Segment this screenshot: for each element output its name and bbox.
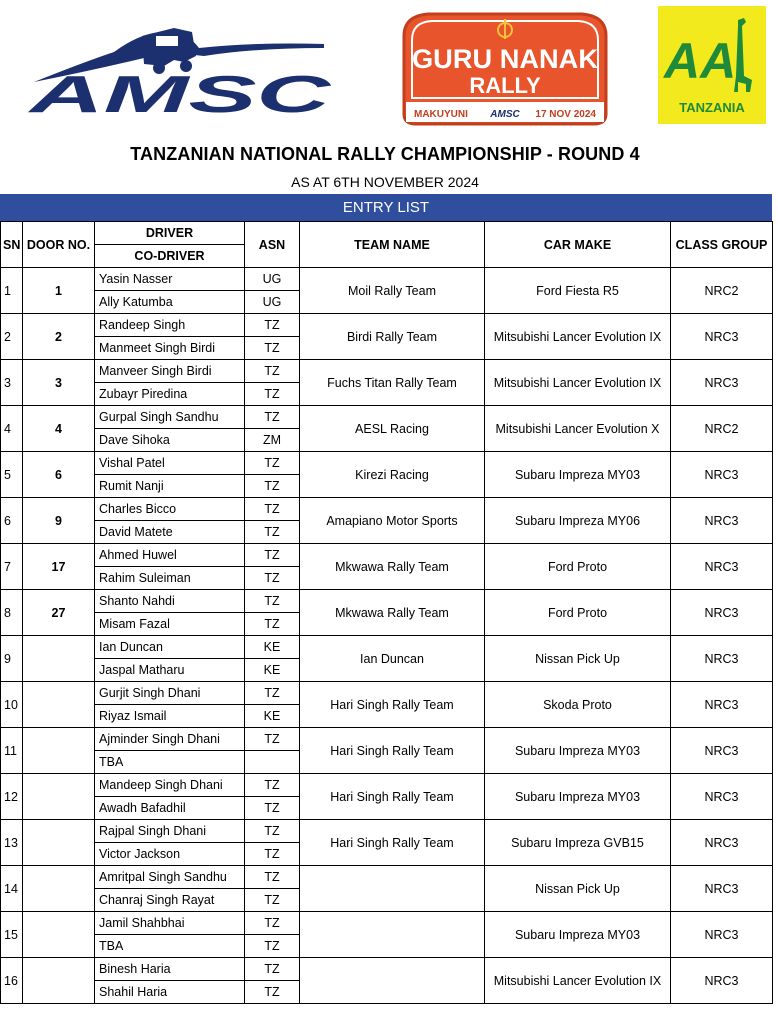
entry-team-name [300,912,485,958]
entry-driver: Charles Bicco [95,498,245,521]
entry-codriver: Ally Katumba [95,291,245,314]
entry-codriver: Zubayr Piredina [95,383,245,406]
entry-team-name: Moil Rally Team [300,268,485,314]
entry-sn: 15 [1,912,23,958]
entry-sn: 12 [1,774,23,820]
entry-class-group: NRC2 [671,406,773,452]
entry-sn: 9 [1,636,23,682]
entry-driver: Gurjit Singh Dhani [95,682,245,705]
entry-sn: 2 [1,314,23,360]
entry-codriver: David Matete [95,521,245,544]
entry-door-number [23,682,95,728]
entry-car-make: Subaru Impreza MY06 [485,498,671,544]
entry-driver: Amritpal Singh Sandhu [95,866,245,889]
entry-driver-asn: TZ [245,866,300,889]
svg-text:17 NOV 2024: 17 NOV 2024 [535,109,596,120]
entry-car-make: Ford Proto [485,544,671,590]
entry-car-make: Subaru Impreza MY03 [485,774,671,820]
entry-sn: 11 [1,728,23,774]
entry-car-make: Mitsubishi Lancer Evolution IX [485,360,671,406]
entry-codriver: TBA [95,751,245,774]
entry-codriver-asn: TZ [245,337,300,360]
amsc-logo [24,22,359,122]
entry-codriver-asn: TZ [245,567,300,590]
entry-class-group: NRC3 [671,360,773,406]
entry-driver-asn: TZ [245,498,300,521]
entry-sn: 16 [1,958,23,1004]
entry-sn: 1 [1,268,23,314]
entry-codriver: Manmeet Singh Birdi [95,337,245,360]
entry-class-group: NRC3 [671,958,773,1004]
entry-door-number [23,728,95,774]
svg-text:RALLY: RALLY [469,73,541,98]
svg-text:AMSC: AMSC [490,109,520,120]
entry-driver: Binesh Haria [95,958,245,981]
entry-driver-asn: TZ [245,728,300,751]
entry-class-group: NRC3 [671,590,773,636]
entry-door-number: 6 [23,452,95,498]
entry-codriver-asn: KE [245,705,300,728]
entry-car-make: Skoda Proto [485,682,671,728]
col-header-driver: DRIVER [95,222,245,245]
entry-driver-asn: TZ [245,360,300,383]
svg-text:TANZANIA: TANZANIA [679,100,745,115]
entry-team-name: Hari Singh Rally Team [300,682,485,728]
entry-driver-asn: TZ [245,590,300,613]
entry-class-group: NRC2 [671,268,773,314]
entry-codriver-asn: TZ [245,889,300,912]
entry-codriver: Shahil Haria [95,981,245,1004]
entry-class-group: NRC3 [671,866,773,912]
entry-codriver-asn: TZ [245,521,300,544]
entry-sn: 6 [1,498,23,544]
entry-car-make: Subaru Impreza MY03 [485,912,671,958]
entry-class-group: NRC3 [671,636,773,682]
entry-door-number: 2 [23,314,95,360]
entry-codriver-asn [245,751,300,774]
entry-class-group: NRC3 [671,820,773,866]
entry-team-name: Kirezi Racing [300,452,485,498]
table-row [1,774,773,797]
entry-driver: Yasin Nasser [95,268,245,291]
table-row [1,360,773,383]
entry-car-make: Mitsubishi Lancer Evolution X [485,406,671,452]
entry-driver: Vishal Patel [95,452,245,475]
entry-sn: 3 [1,360,23,406]
entry-class-group: NRC3 [671,544,773,590]
col-header-team: TEAM NAME [300,222,485,268]
entry-codriver: Chanraj Singh Rayat [95,889,245,912]
page-subtitle: AS AT 6TH NOVEMBER 2024 [291,174,479,190]
entry-car-make: Subaru Impreza MY03 [485,452,671,498]
table-row [1,544,773,567]
entry-team-name: Fuchs Titan Rally Team [300,360,485,406]
entry-driver: Rajpal Singh Dhani [95,820,245,843]
entry-door-number [23,912,95,958]
entry-team-name: Hari Singh Rally Team [300,728,485,774]
entry-door-number: 1 [23,268,95,314]
entry-driver: Shanto Nahdi [95,590,245,613]
col-header-door: DOOR NO. [23,222,95,268]
entry-codriver: Misam Fazal [95,613,245,636]
entry-class-group: NRC3 [671,452,773,498]
entry-door-number [23,820,95,866]
entry-class-group: NRC3 [671,498,773,544]
entry-codriver-asn: TZ [245,797,300,820]
entry-driver: Jamil Shahbhai [95,912,245,935]
table-row [1,636,773,659]
svg-text:MAKUYUNI: MAKUYUNI [414,109,468,120]
entry-sn: 4 [1,406,23,452]
guru-nanak-rally-logo [398,6,612,128]
entry-door-number [23,866,95,912]
table-row [1,728,773,751]
entry-team-name [300,866,485,912]
entry-driver-asn: KE [245,636,300,659]
entry-codriver-asn: KE [245,659,300,682]
entry-driver: Ian Duncan [95,636,245,659]
entry-codriver-asn: TZ [245,935,300,958]
entry-door-number [23,774,95,820]
table-row [1,866,773,889]
entry-driver-asn: TZ [245,406,300,429]
entry-team-name: Mkwawa Rally Team [300,590,485,636]
entry-driver: Gurpal Singh Sandhu [95,406,245,429]
entry-team-name: Mkwawa Rally Team [300,544,485,590]
entry-car-make: Subaru Impreza GVB15 [485,820,671,866]
table-row [1,590,773,613]
entry-team-name [300,958,485,1004]
entry-list-banner: ENTRY LIST [0,194,772,221]
entry-driver: Manveer Singh Birdi [95,360,245,383]
svg-text:AA: AA [664,33,737,89]
entry-door-number: 3 [23,360,95,406]
entry-codriver: Rahim Suleiman [95,567,245,590]
entry-codriver-asn: TZ [245,843,300,866]
entry-codriver-asn: TZ [245,981,300,1004]
entry-driver-asn: TZ [245,544,300,567]
table-row [1,820,773,843]
entry-car-make: Mitsubishi Lancer Evolution IX [485,314,671,360]
entry-car-make: Ford Proto [485,590,671,636]
entry-car-make: Ford Fiesta R5 [485,268,671,314]
svg-text:GURU NANAK: GURU NANAK [412,44,599,74]
entry-car-make: Nissan Pick Up [485,636,671,682]
entry-driver-asn: TZ [245,314,300,337]
entry-codriver: Riyaz Ismail [95,705,245,728]
col-header-asn: ASN [245,222,300,268]
entry-list-table [0,221,773,1004]
entry-door-number: 9 [23,498,95,544]
entry-codriver: Rumit Nanji [95,475,245,498]
entry-driver: Ahmed Huwel [95,544,245,567]
entry-codriver: Victor Jackson [95,843,245,866]
entry-sn: 10 [1,682,23,728]
col-header-codriver: CO-DRIVER [95,245,245,268]
entry-sn: 13 [1,820,23,866]
entry-sn: 14 [1,866,23,912]
entry-driver-asn: TZ [245,958,300,981]
col-header-sn: SN [1,222,23,268]
entry-codriver-asn: UG [245,291,300,314]
entry-team-name: Amapiano Motor Sports [300,498,485,544]
entry-driver-asn: UG [245,268,300,291]
entry-codriver-asn: ZM [245,429,300,452]
entry-class-group: NRC3 [671,728,773,774]
table-row [1,452,773,475]
logo-bar [0,0,778,140]
entry-driver-asn: TZ [245,452,300,475]
entry-codriver-asn: TZ [245,613,300,636]
entry-team-name: Birdi Rally Team [300,314,485,360]
col-header-class: CLASS GROUP [671,222,773,268]
entry-door-number [23,636,95,682]
entry-driver-asn: TZ [245,820,300,843]
col-header-car: CAR MAKE [485,222,671,268]
table-row [1,498,773,521]
entry-driver: Mandeep Singh Dhani [95,774,245,797]
entry-codriver: Awadh Bafadhil [95,797,245,820]
entry-class-group: NRC3 [671,314,773,360]
entry-door-number: 27 [23,590,95,636]
entry-door-number: 4 [23,406,95,452]
table-row [1,682,773,705]
entry-sn: 7 [1,544,23,590]
entry-car-make: Mitsubishi Lancer Evolution IX [485,958,671,1004]
entry-team-name: Ian Duncan [300,636,485,682]
table-row [1,314,773,337]
aa-tanzania-logo [658,6,766,124]
table-row [1,406,773,429]
entry-driver: Randeep Singh [95,314,245,337]
entry-class-group: NRC3 [671,912,773,958]
entry-codriver: Dave Sihoka [95,429,245,452]
page-title: TANZANIAN NATIONAL RALLY CHAMPIONSHIP - ROUND 4 [130,144,640,164]
entry-codriver: Jaspal Matharu [95,659,245,682]
entry-class-group: NRC3 [671,682,773,728]
entry-door-number [23,958,95,1004]
entry-team-name: AESL Racing [300,406,485,452]
entry-car-make: Subaru Impreza MY03 [485,728,671,774]
entry-driver-asn: TZ [245,912,300,935]
entry-team-name: Hari Singh Rally Team [300,774,485,820]
entry-door-number: 17 [23,544,95,590]
entry-car-make: Nissan Pick Up [485,866,671,912]
entry-sn: 8 [1,590,23,636]
entry-codriver-asn: TZ [245,383,300,406]
table-header-row [1,222,773,245]
table-row [1,912,773,935]
entry-driver-asn: TZ [245,682,300,705]
table-row [1,958,773,981]
table-body [1,268,773,1004]
amsc-logo-text: AMSC [26,66,333,122]
entry-class-group: NRC3 [671,774,773,820]
entry-codriver-asn: TZ [245,475,300,498]
table-row [1,268,773,291]
entry-driver-asn: TZ [245,774,300,797]
entry-team-name: Hari Singh Rally Team [300,820,485,866]
entry-driver: Ajminder Singh Dhani [95,728,245,751]
entry-sn: 5 [1,452,23,498]
entry-codriver: TBA [95,935,245,958]
